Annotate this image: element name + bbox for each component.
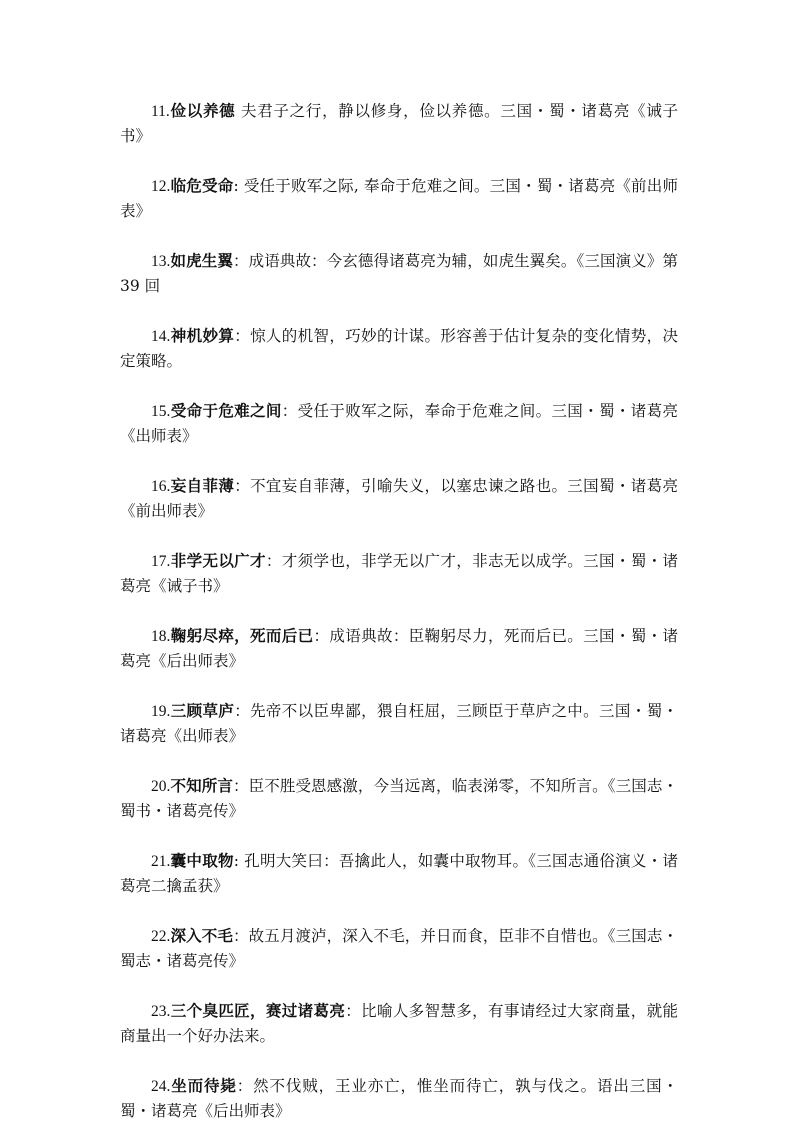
- entry-separator: :: [233, 177, 244, 195]
- entry-text: 才须学也，非学无以广才，非志无以成学。三国・蜀・诸葛亮《诫子书》: [120, 552, 678, 595]
- entry-13: [120, 248, 678, 299]
- entry-separator: ：: [234, 327, 251, 345]
- entry-number: 21.: [151, 853, 171, 870]
- entry-term: 鞠躬尽瘁，死而后已: [170, 626, 314, 645]
- entry-separator: ：: [232, 777, 249, 795]
- entry-separator: ：: [232, 927, 249, 945]
- entry-text: 先帝不以臣卑鄙，猥自枉屈，三顾臣于草庐之中。三国・蜀・诸葛亮《出师表》: [120, 702, 678, 745]
- entry-term: 三个臭匹匠，赛过诸葛亮: [170, 1001, 346, 1020]
- entry-text: 不宜妄自菲薄，引喻失义，以塞忠谏之路也。三国蜀・诸葛亮《前出师表》: [120, 477, 678, 520]
- entry-number: 17.: [151, 553, 171, 570]
- entry-separator: ：: [236, 1077, 254, 1095]
- entry-text: 成语典故：臣鞠躬尽力，死而后已。三国・蜀・诸葛亮《后出师表》: [120, 627, 678, 670]
- entry-12: [120, 173, 678, 224]
- entry-term: 坐而待毙: [170, 1076, 237, 1095]
- entry-text: 然不伐贼，王业亦亡，惟坐而待亡，孰与伐之。语出三国・蜀・诸葛亮《后出师表》: [120, 1077, 678, 1120]
- entry-24: [120, 1073, 678, 1124]
- entry-separator: ：: [232, 252, 249, 270]
- entry-term: 妄自菲薄: [170, 476, 235, 495]
- entry-18: [120, 623, 678, 674]
- entry-11: [120, 98, 678, 149]
- entry-14: [120, 323, 678, 374]
- entry-text: 受任于败军之际, 奉命于危难之间。三国・蜀・诸葛亮《前出师表》: [120, 177, 678, 220]
- entry-separator: ：: [345, 1002, 362, 1020]
- entry-separator: ：: [234, 702, 251, 720]
- entry-term: 三顾草庐: [170, 701, 235, 720]
- entry-number: 14.: [151, 328, 171, 345]
- entry-term: 如虎生翼: [170, 251, 233, 270]
- entry-term: 深入不毛: [170, 926, 233, 945]
- entry-term: 受命于危难之间: [170, 401, 282, 420]
- entry-text: 臣不胜受恩感激，今当远离，临表涕零，不知所言。《三国志・蜀书・诸葛亮传》: [120, 777, 678, 820]
- entry-text: 成语典故：今玄德得诸葛亮为辅，如虎生翼矣。《三国演义》第 39 回: [120, 252, 678, 295]
- entry-17: [120, 548, 678, 599]
- entry-term: 神机妙算: [170, 326, 235, 345]
- entry-23: [120, 998, 678, 1049]
- entry-term: 不知所言: [170, 776, 233, 795]
- entry-number: 22.: [151, 928, 171, 945]
- entry-text: 故五月渡泸，深入不毛，并日而食，臣非不自惜也。《三国志・蜀志・诸葛亮传》: [120, 927, 678, 970]
- entry-term: 非学无以广才: [170, 551, 266, 570]
- entry-text: 受任于败军之际，奉命于危难之间。三国・蜀・诸葛亮《出师表》: [120, 402, 678, 445]
- entry-19: [120, 698, 678, 749]
- entry-21: [120, 848, 678, 899]
- entry-text: 比喻人多智慧多，有事请经过大家商量，就能商量出一个好办法来。: [120, 1002, 678, 1045]
- entry-term: 临危受命: [170, 176, 234, 195]
- entry-separator: ：: [234, 477, 251, 495]
- entry-term: 俭以养德: [169, 101, 236, 120]
- entry-number: 24.: [151, 1078, 171, 1095]
- entry-separator: :: [233, 852, 245, 870]
- entry-term: 囊中取物: [170, 851, 234, 870]
- entry-separator: ：: [313, 627, 330, 645]
- entry-text: 孔明大笑曰：吾擒此人，如囊中取物耳。《三国志通俗演义・诸葛亮二擒孟获》: [120, 852, 678, 895]
- entry-text: 夫君子之行，静以修身，俭以养德。三国・蜀・诸葛亮《诫子书》: [120, 102, 678, 145]
- entry-16: [120, 473, 678, 524]
- entry-number: 20.: [151, 778, 171, 795]
- entry-15: [120, 398, 678, 449]
- entry-20: [120, 773, 678, 824]
- entry-separator: ：: [281, 402, 298, 420]
- entry-number: 23.: [151, 1003, 171, 1020]
- entry-number: 15.: [151, 403, 171, 420]
- entry-text: 惊人的机智，巧妙的计谋。形容善于估计复杂的变化情势，决定策略。: [120, 327, 678, 370]
- entry-number: 16.: [151, 478, 171, 495]
- entry-number: 19.: [151, 703, 171, 720]
- entry-number: 18.: [151, 628, 171, 645]
- entry-number: 12.: [151, 178, 171, 195]
- entry-separator: ：: [265, 552, 282, 570]
- document-page: [120, 98, 678, 1148]
- entry-22: [120, 923, 678, 974]
- entry-number: 11.: [151, 103, 170, 120]
- entry-number: 13.: [151, 253, 171, 270]
